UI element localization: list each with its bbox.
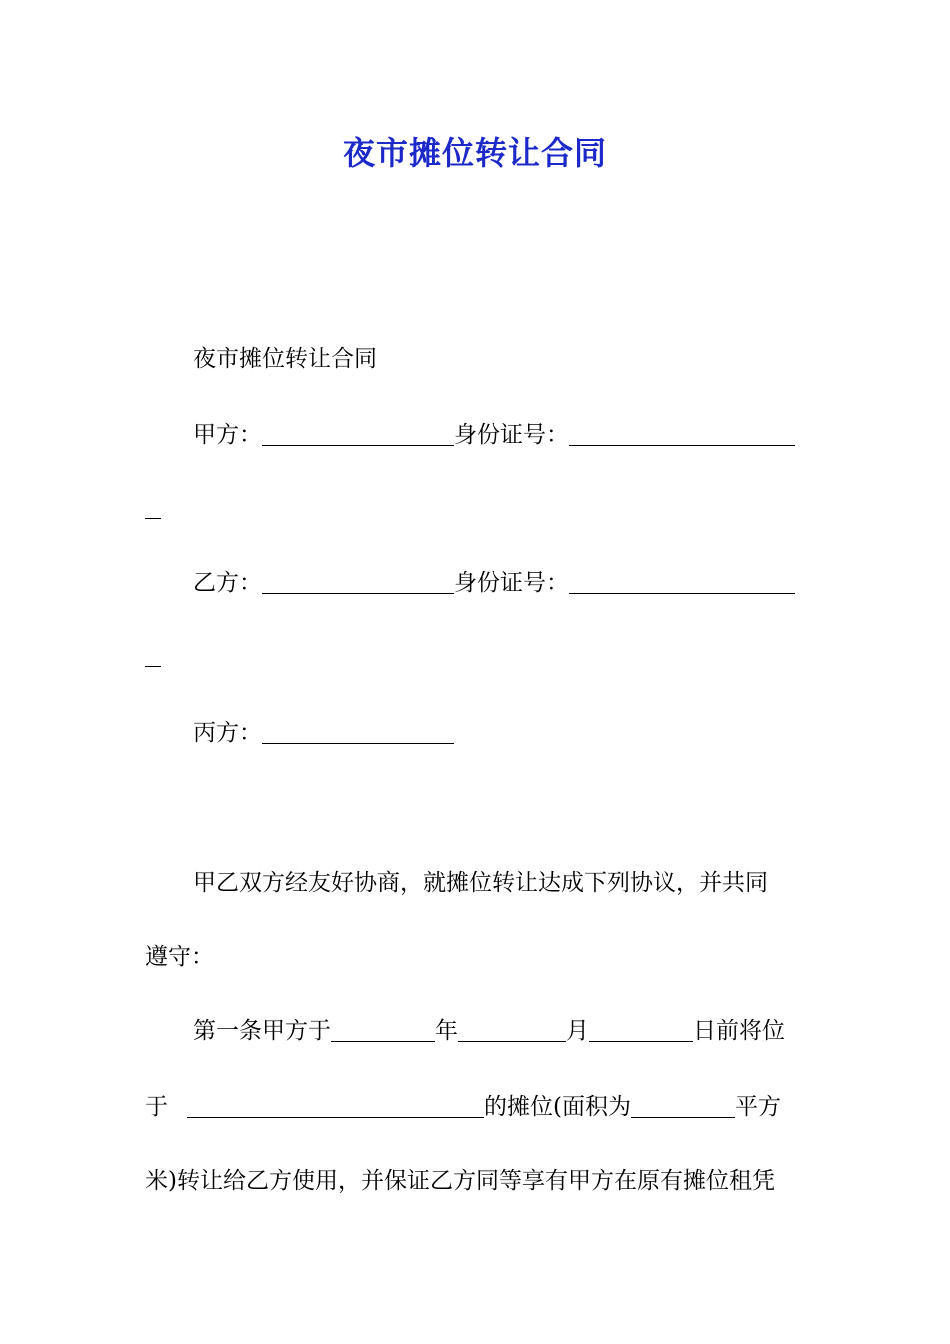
- party-a-label: 甲方：: [193, 422, 262, 448]
- article-1-line-1: [193, 1016, 785, 1046]
- party-b-line: [193, 568, 795, 598]
- year-blank[interactable]: [331, 1019, 435, 1042]
- article-1-lead: 第一条甲方于: [193, 1018, 331, 1044]
- sqm-label: 平方: [734, 1094, 781, 1120]
- party-a-name-blank[interactable]: [262, 423, 454, 446]
- month-label: 月: [566, 1018, 589, 1044]
- party-c-line: [193, 718, 454, 748]
- party-a-id-label: 身份证号：: [454, 422, 569, 448]
- document-title: 夜市摊位转让合同: [342, 134, 607, 172]
- day-blank[interactable]: [589, 1019, 693, 1042]
- party-a-overflow-dash: [145, 518, 161, 519]
- article-1-line-2: [145, 1092, 781, 1122]
- day-suffix: 日前将位: [693, 1018, 785, 1044]
- party-b-name-blank[interactable]: [262, 571, 454, 594]
- subtitle: 夜市摊位转让合同: [193, 346, 377, 372]
- party-c-label: 丙方：: [193, 720, 262, 746]
- located-label: 于: [145, 1094, 168, 1120]
- party-b-id-blank[interactable]: [569, 571, 795, 594]
- intro-line-2: 遵守：: [145, 944, 214, 970]
- party-a-id-blank[interactable]: [569, 423, 795, 446]
- party-b-label: 乙方：: [193, 570, 262, 596]
- party-a-line: [193, 420, 795, 450]
- party-b-id-label: 身份证号：: [454, 570, 569, 596]
- article-1-line-3: 米)转让给乙方使用，并保证乙方同等享有甲方在原有摊位租凭: [145, 1168, 775, 1194]
- area-blank[interactable]: [631, 1095, 735, 1118]
- intro-line-1: 甲乙双方经友好协商，就摊位转让达成下列协议，并共同: [193, 870, 768, 896]
- stall-location-blank[interactable]: [187, 1095, 484, 1118]
- year-label: 年: [435, 1018, 458, 1044]
- party-c-name-blank[interactable]: [262, 721, 454, 744]
- stall-area-label: 的摊位(面积为: [484, 1094, 631, 1120]
- month-blank[interactable]: [458, 1019, 566, 1042]
- party-b-overflow-dash: [145, 666, 161, 667]
